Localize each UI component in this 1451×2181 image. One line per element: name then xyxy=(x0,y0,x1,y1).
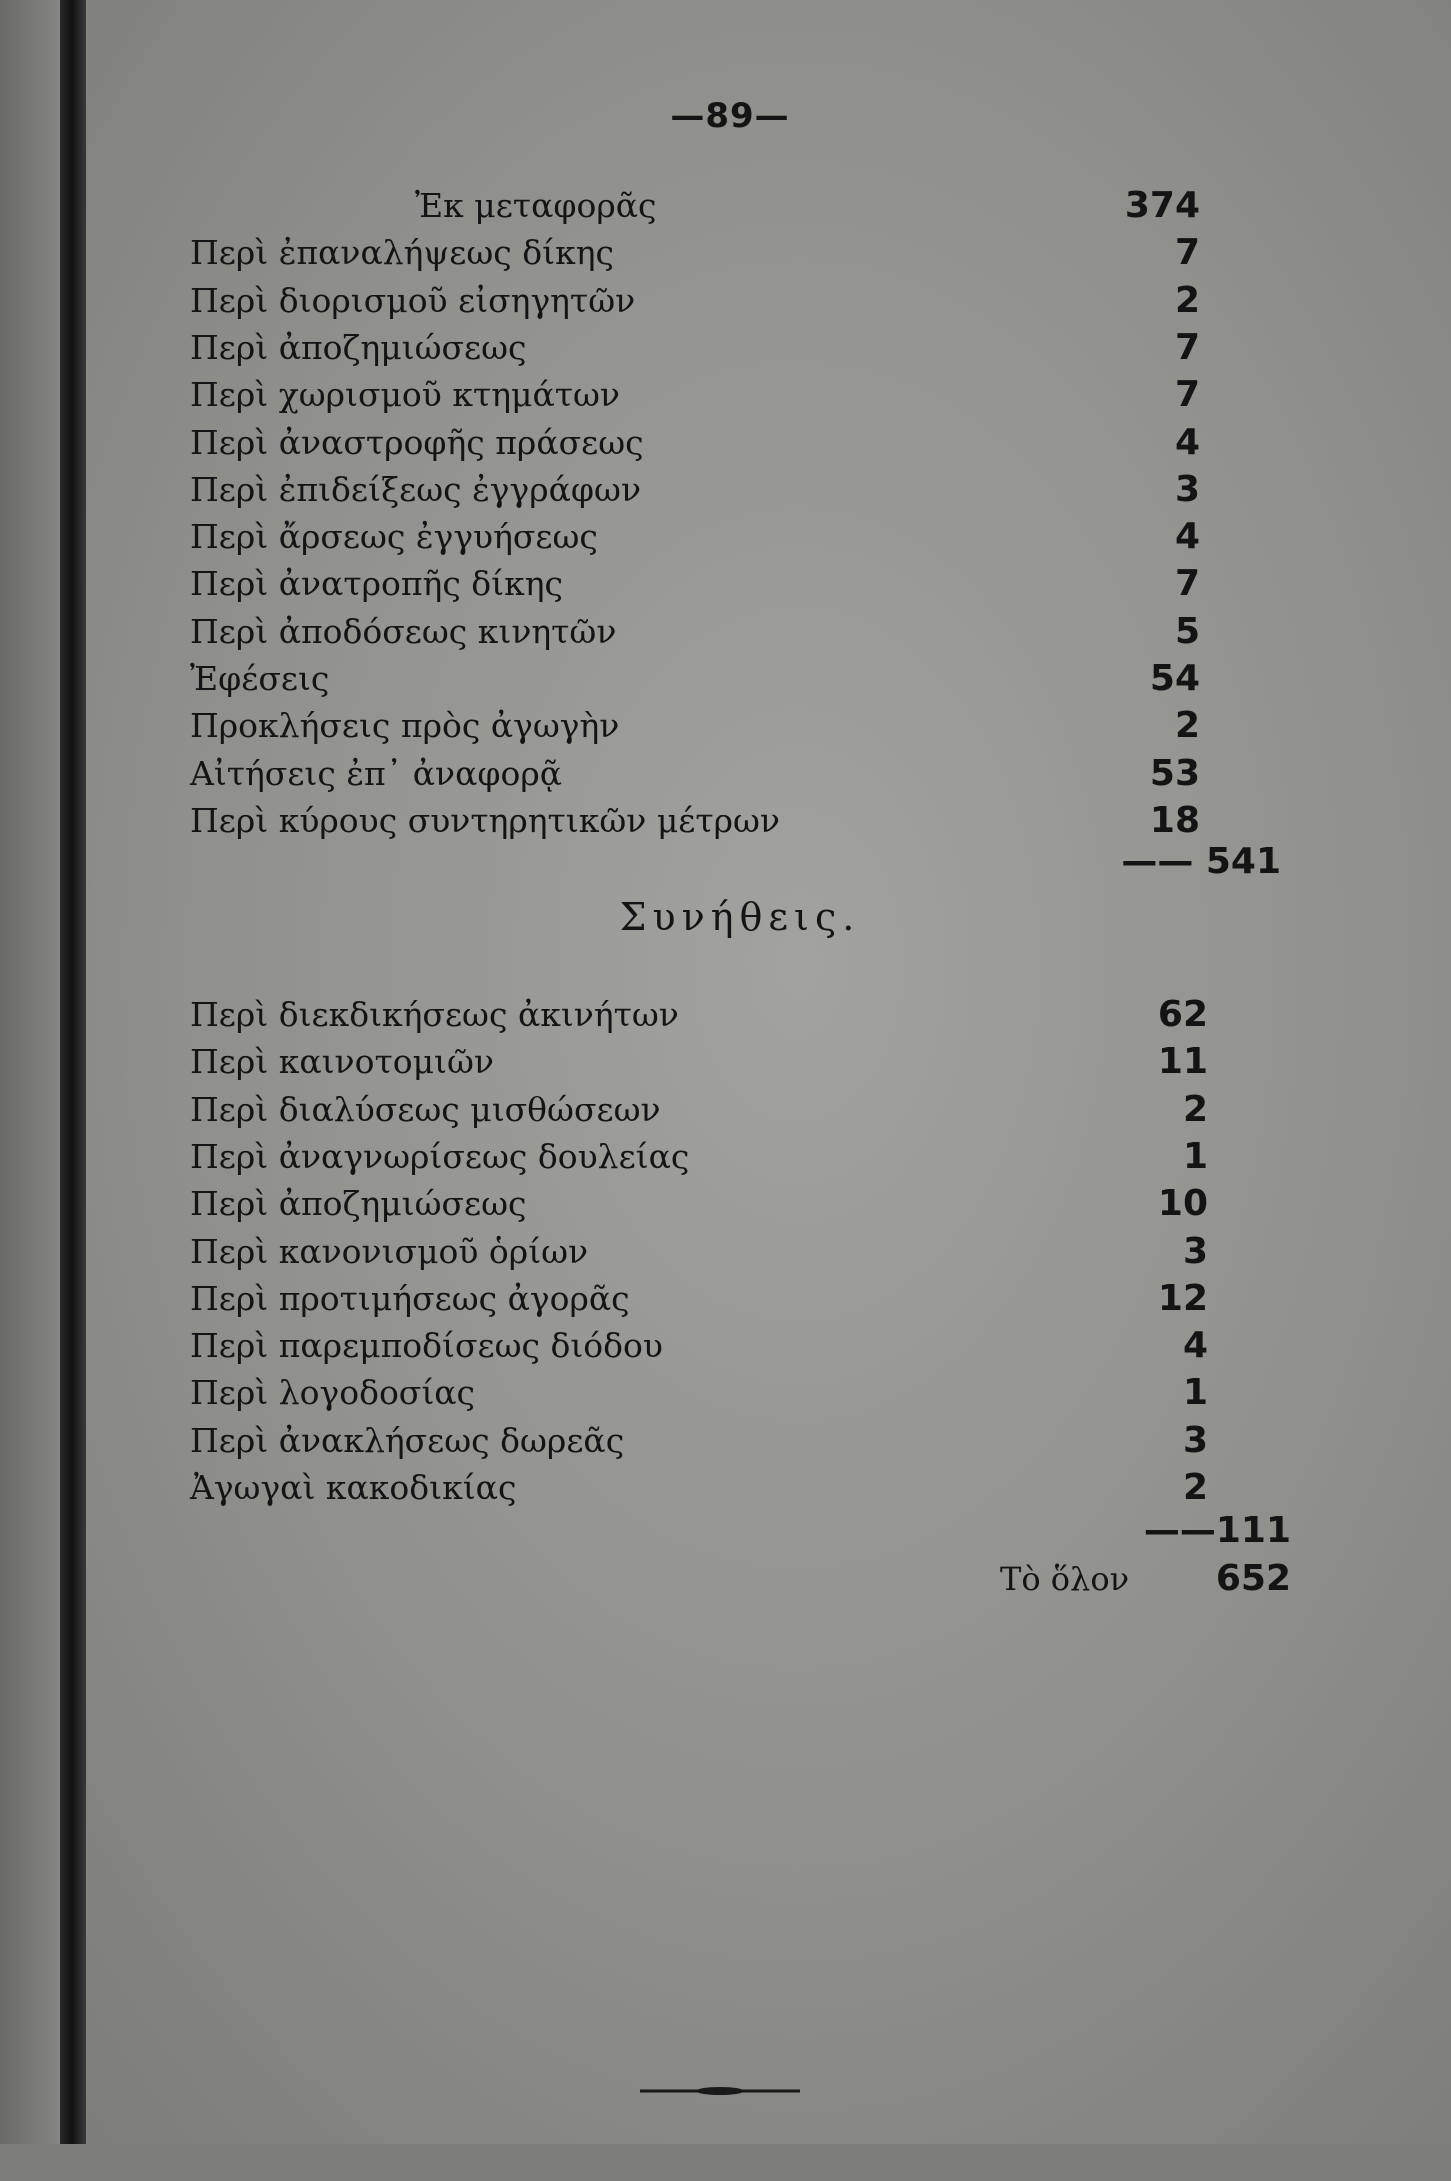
case-count: 4 xyxy=(1182,1325,1208,1367)
case-label: Περὶ ἀποζημιώσεως xyxy=(190,327,527,367)
case-row-usual xyxy=(190,1229,1208,1275)
page-edge xyxy=(0,0,60,2144)
case-row xyxy=(190,325,1200,371)
case-count: 374 xyxy=(1124,185,1200,226)
case-count: 3 xyxy=(1182,1419,1208,1461)
case-row-usual xyxy=(190,1276,1208,1322)
case-label: Περὶ ἀποδόσεως κινητῶν xyxy=(190,611,617,651)
case-label: Προκλήσεις πρὸς ἀγωγὴν xyxy=(190,706,620,746)
case-row xyxy=(190,278,1200,324)
case-row-usual xyxy=(190,1087,1208,1133)
case-count: 2 xyxy=(1174,279,1200,321)
case-label: Περὶ ἀνακλήσεως δωρεᾶς xyxy=(190,1420,625,1460)
case-row xyxy=(190,561,1200,607)
total-value: 652 xyxy=(1215,1558,1291,1599)
subtotal-section-1: —— 541 xyxy=(1121,841,1281,882)
case-label: Περὶ καινοτομιῶν xyxy=(190,1042,494,1082)
case-count: 54 xyxy=(1149,658,1200,699)
case-label: Περὶ χωρισμοῦ κτημάτων xyxy=(190,375,620,415)
case-count: 3 xyxy=(1182,1230,1208,1272)
case-count: 7 xyxy=(1174,326,1200,368)
case-label: Περὶ ἀναγνωρίσεως δουλείας xyxy=(190,1136,690,1176)
case-row xyxy=(190,230,1200,276)
case-row-usual xyxy=(190,1465,1208,1511)
section-heading-usual: Συνήθεις. xyxy=(619,895,861,939)
case-row-usual xyxy=(190,1418,1208,1464)
case-count: 3 xyxy=(1174,468,1200,510)
case-row xyxy=(190,372,1200,418)
case-label: Περὶ διορισμοῦ εἰσηγητῶν xyxy=(190,280,636,320)
case-count: 4 xyxy=(1174,421,1200,463)
case-label: Περὶ κύρους συντηρητικῶν μέτρων xyxy=(190,800,780,840)
case-row-usual xyxy=(190,1134,1208,1180)
book-binding xyxy=(60,0,86,2144)
case-count: 5 xyxy=(1174,610,1200,652)
case-row-usual xyxy=(190,1323,1208,1369)
case-count: 11 xyxy=(1157,1041,1208,1083)
case-count: 1 xyxy=(1182,1372,1208,1414)
case-row xyxy=(190,514,1200,560)
case-row xyxy=(190,467,1200,513)
case-row xyxy=(190,420,1200,466)
case-label: Ἐφέσεις xyxy=(190,659,330,698)
case-row xyxy=(190,798,1200,844)
case-count: 18 xyxy=(1149,799,1200,841)
case-count: 12 xyxy=(1157,1277,1208,1319)
total-label: Τὸ ὅλον xyxy=(1000,1560,1130,1598)
case-label: Περὶ ἀναστροφῆς πράσεως xyxy=(190,422,644,462)
case-count: 2 xyxy=(1182,1467,1208,1508)
case-count: 1 xyxy=(1182,1135,1208,1177)
case-row-usual xyxy=(190,1039,1208,1085)
case-count: 7 xyxy=(1174,374,1200,416)
ornament-rule xyxy=(640,2084,800,2098)
page-number: —89— xyxy=(670,96,790,136)
case-count: 7 xyxy=(1174,232,1200,274)
case-label: Περὶ διαλύσεως μισθώσεων xyxy=(190,1089,661,1129)
case-label: Περὶ ἀνατροπῆς δίκης xyxy=(190,564,563,604)
subtotal-section-2: ——111 xyxy=(1143,1510,1291,1551)
case-label: Αἰτήσεις ἐπ᾽ ἀναφορᾷ xyxy=(190,753,563,793)
case-label: Περὶ λογοδοσίας xyxy=(190,1373,476,1413)
case-label: Περὶ κανονισμοῦ ὁρίων xyxy=(190,1231,589,1271)
case-row-usual xyxy=(190,992,1208,1038)
case-label: Περὶ παρεμποδίσεως διόδου xyxy=(190,1326,663,1366)
case-row xyxy=(190,751,1200,797)
case-label: Ἐκ μεταφορᾶς xyxy=(415,186,657,225)
case-row-usual xyxy=(190,1370,1208,1416)
case-label: Περὶ προτιμήσεως ἀγορᾶς xyxy=(190,1278,630,1318)
case-label: Περὶ ἐπιδείξεως ἐγγράφων xyxy=(190,469,642,509)
case-count: 62 xyxy=(1157,994,1208,1035)
case-row xyxy=(190,183,1200,229)
case-count: 2 xyxy=(1174,705,1200,747)
case-label: Περὶ ἄρσεως ἐγγυήσεως xyxy=(190,517,598,557)
case-row xyxy=(190,609,1200,655)
case-row-usual xyxy=(190,1181,1208,1227)
case-count: 2 xyxy=(1182,1088,1208,1130)
case-count: 10 xyxy=(1157,1183,1208,1225)
case-label: Περὶ ἐπαναλήψεως δίκης xyxy=(190,233,614,273)
case-count: 53 xyxy=(1149,752,1200,794)
case-label: Περὶ διεκδικήσεως ἀκινήτων xyxy=(190,995,679,1034)
case-label: Ἀγωγαὶ κακοδικίας xyxy=(190,1468,517,1507)
case-count: 7 xyxy=(1174,563,1200,605)
case-row xyxy=(190,656,1200,702)
case-label: Περὶ ἀποζημιώσεως xyxy=(190,1184,527,1224)
case-count: 4 xyxy=(1174,516,1200,558)
case-row xyxy=(190,703,1200,749)
